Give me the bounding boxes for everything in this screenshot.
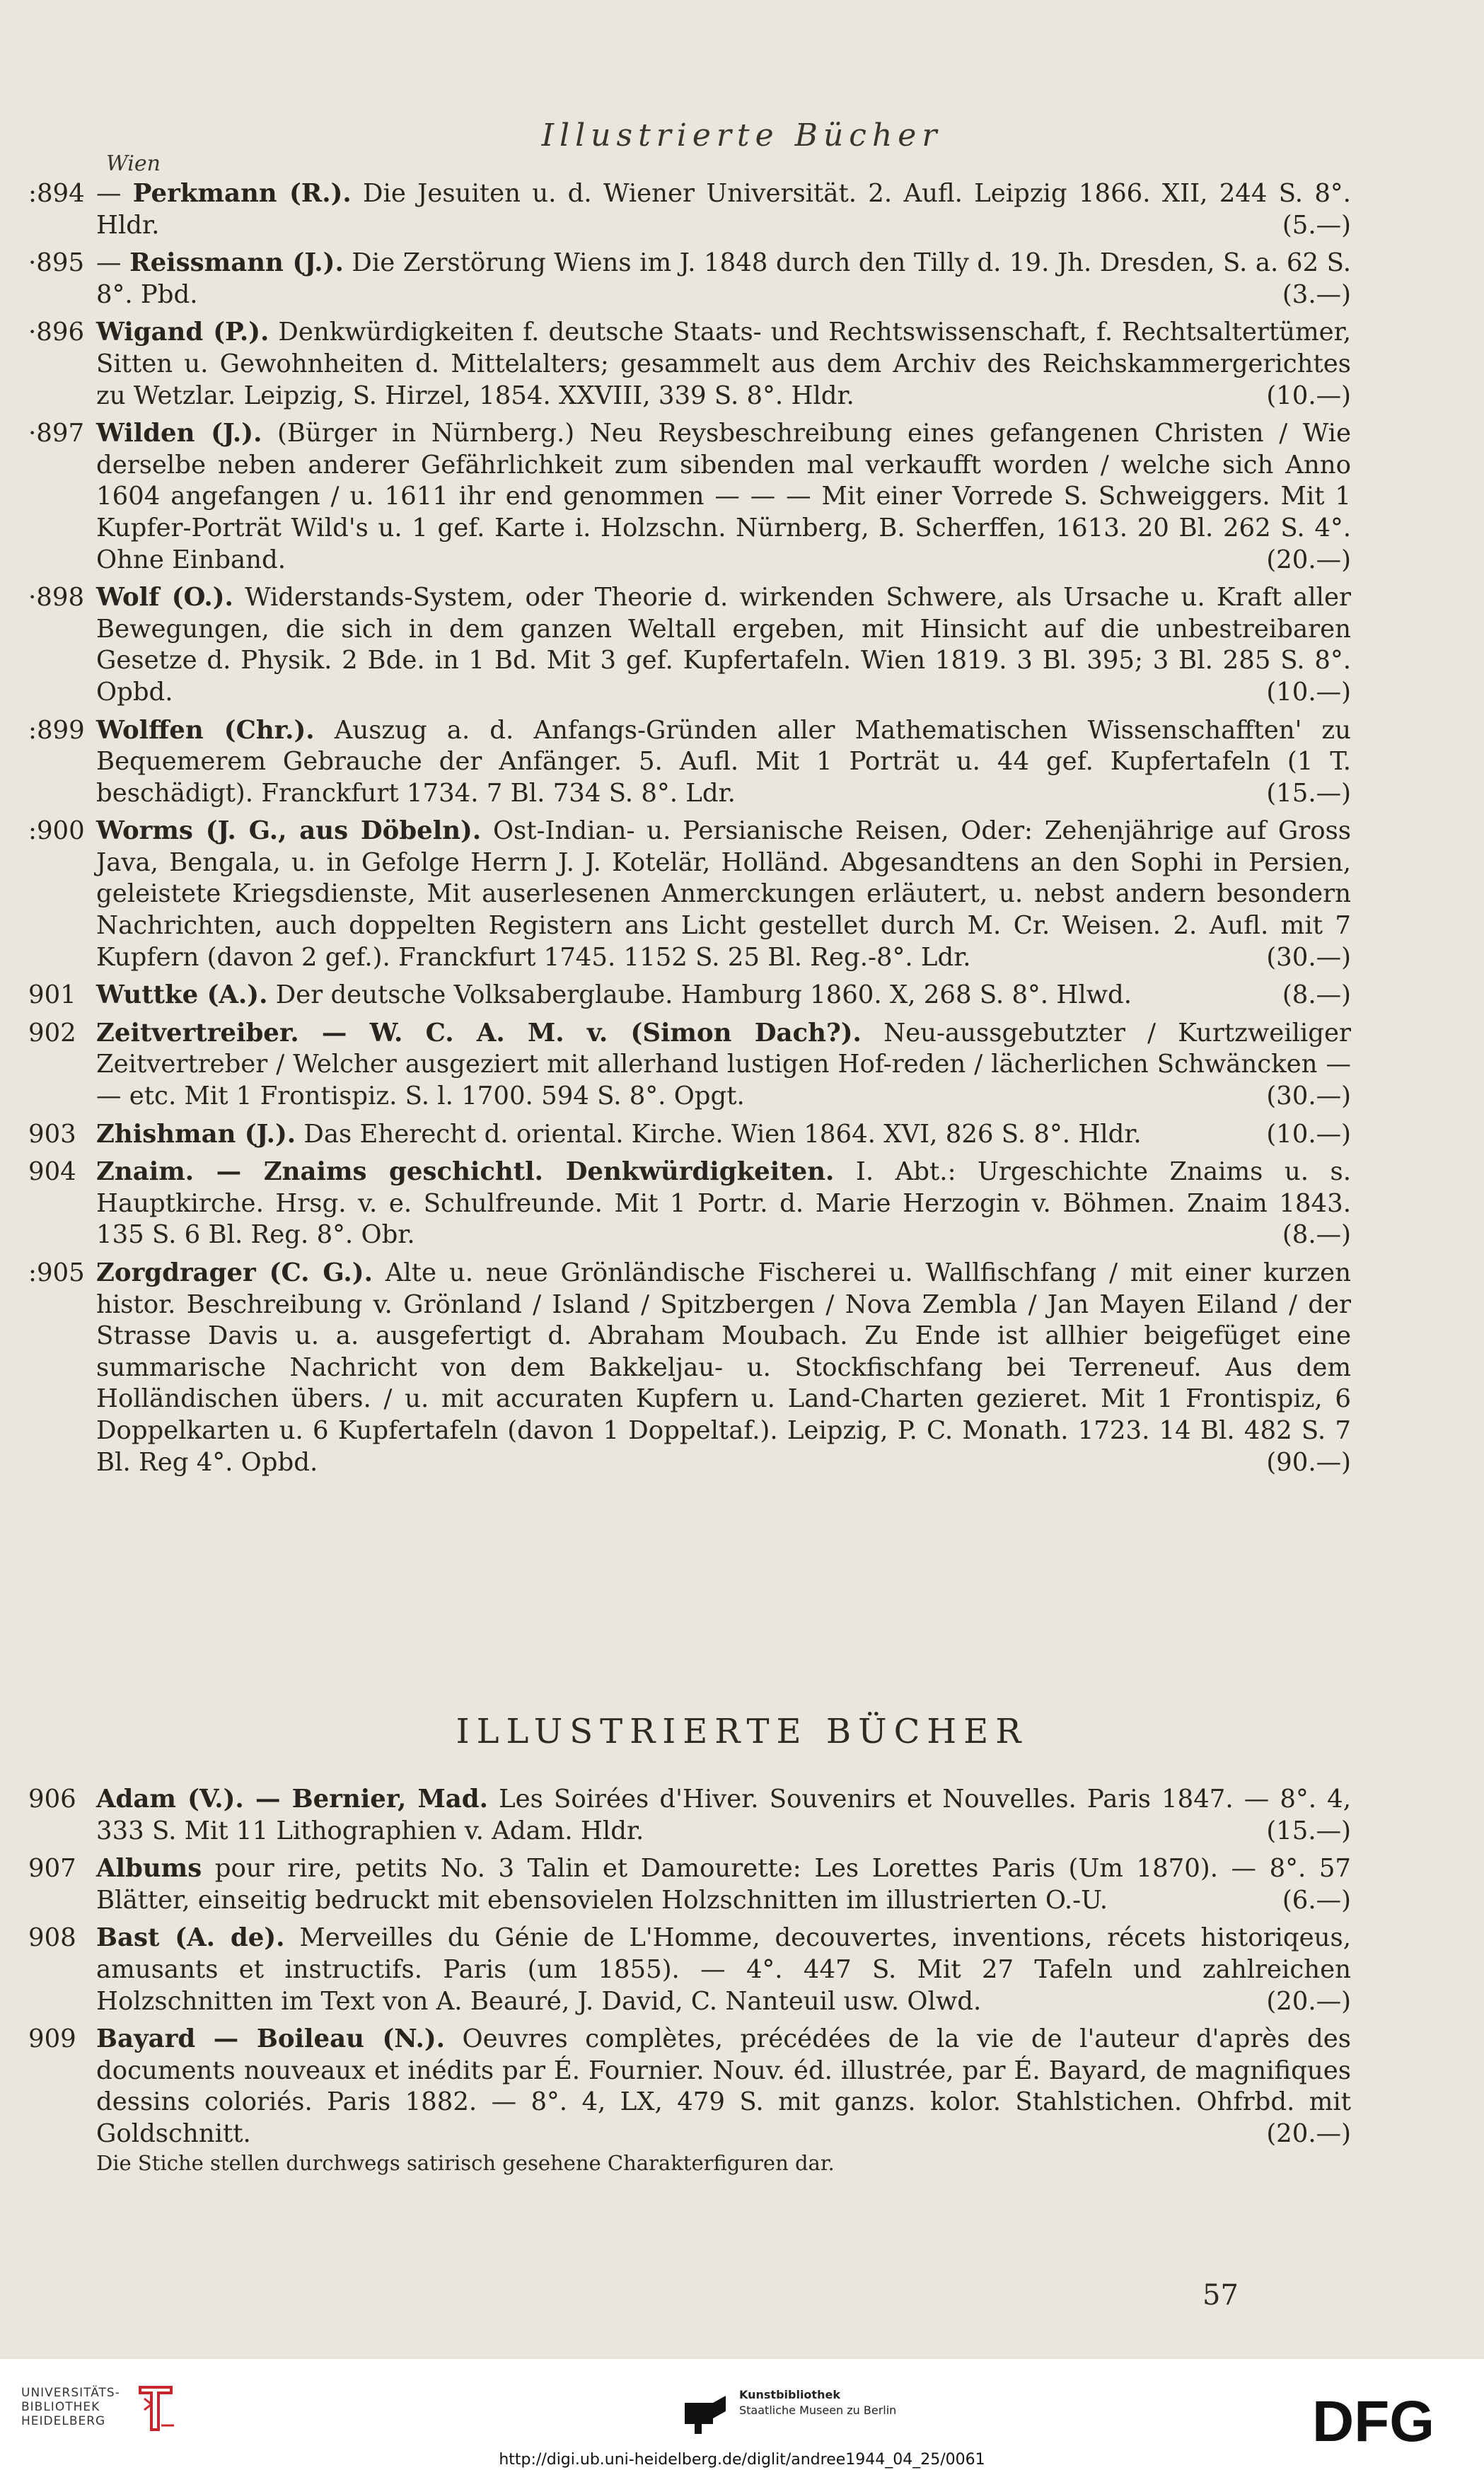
entry-number: 901 — [28, 980, 76, 1010]
catalog-entry — [28, 980, 1351, 1011]
heidelberg-logo-icon — [134, 2383, 177, 2434]
entry-price: (6.—) — [1282, 1885, 1351, 1915]
section-heading: ILLUSTRIERTE BÜCHER — [456, 1712, 1028, 1751]
entry-description: Worms (J. G., aus Döbeln). Ost-Indian- u. Persianische Reisen, Oder: Zehenjährige auf Gross Java, Bengala, u. in Gefolge Herrn J. J. Kotelär, Holländ. Abgesandtens an den Sophi in Persien, geleistete Kriegsdienste, Mit auserlesenen Anmerckungen erläutert, u. nebst andern besondern Nachrichten, auch doppelten Registern ans Licht gestellet durch M. Cr. Weisen. 2. Aufl. mit 7 Kupfern (davon 2 gef.). Franckfurt 1745. 1152 S. 25 Bl. Reg.-8°. Ldr. (30.—) — [96, 816, 1351, 973]
entry-description: Zorgdrager (C. G.). Alte u. neue Grönländische Fischerei u. Wallfischfang / mit einer kurzen histor. Beschreibung v. Grönland / Island / Spitzbergen / Nova Zembla / Jan Mayen Eiland / der Strasse Davis u. a. ausgefertigt d. Abraham Moubach. Zu Ende ist allhier beigefüget eine summarische Nachricht von dem Bakkeljau- u. Stockfischfang bei Terreneuf. Aus dem Holländischen übers. / u. mit accuraten Kupfern u. Land-Charten gezieret. Mit 1 Frontispiz, 6 Doppelkarten u. 6 Kupfertafeln (davon 1 Doppeltaf.). Leipzig, P. C. Monath. 1723. 14 Bl. 482 S. 7 Bl. Reg 4°. Opbd. (90.—) — [96, 1258, 1351, 1478]
catalog-entry — [28, 1923, 1351, 2017]
entry-number: 903 — [28, 1119, 76, 1149]
entry-number: 902 — [28, 1018, 76, 1048]
place-label: Wien — [106, 151, 161, 176]
entry-number: ·897 — [28, 419, 85, 448]
catalog-entry — [28, 317, 1351, 412]
catalog-entry — [28, 1119, 1351, 1151]
page-number: 57 — [1202, 2279, 1239, 2312]
entry-price: (3.—) — [1282, 279, 1351, 309]
entry-number: 908 — [28, 1923, 76, 1953]
catalog-entries-bottom — [28, 1784, 1351, 2176]
entry-price: (8.—) — [1282, 1220, 1351, 1250]
entry-description: Adam (V.). — Bernier, Mad. Les Soirées d'Hiver. Souvenirs et Nouvelles. Paris 1847. — 8°. 4, 333 S. Mit 11 Lithographien v. Adam. Hldr. (15.—) — [96, 1784, 1351, 1847]
entry-price: (20.—) — [1266, 2118, 1351, 2148]
catalog-entry — [28, 715, 1351, 810]
kunstbibliothek-label — [739, 2387, 896, 2418]
catalog-entry — [28, 1156, 1351, 1251]
entry-price: (15.—) — [1266, 778, 1351, 808]
entry-price: (10.—) — [1266, 677, 1351, 707]
catalog-entry — [28, 582, 1351, 708]
entry-description: Wigand (P.). Denkwürdigkeiten f. deutsche Staats- und Rechtswissenschaft, f. Rechtsaltertümer, Sitten u. Gewohnheiten d. Mittelalters; gesammelt aus dem Archiv des Reichskammergerichtes zu Wetzlar. Leipzig, S. Hirzel, 1854. XXVIII, 339 S. 8°. Hldr. (10.—) — [96, 317, 1351, 412]
entry-price: (20.—) — [1266, 545, 1351, 574]
entry-description: — Perkmann (R.). Die Jesuiten u. d. Wiener Universität. 2. Aufl. Leipzig 1866. XII, 244 S. 8°. Hldr. (5.—) — [96, 178, 1351, 241]
entry-price: (30.—) — [1266, 1082, 1351, 1111]
ub-line-3: HEIDELBERG — [21, 2414, 106, 2428]
entry-note: Die Stiche stellen durchwegs satirisch gesehene Charakterfiguren dar. — [96, 2150, 835, 2175]
catalog-entry — [28, 418, 1351, 576]
entry-number: 907 — [28, 1854, 76, 1884]
catalog-entry — [28, 816, 1351, 973]
entry-number: ·896 — [28, 318, 85, 347]
catalog-entry — [28, 1018, 1351, 1113]
entry-number: 904 — [28, 1157, 76, 1187]
entry-description: Albums pour rire, petits No. 3 Talin et Damourette: Les Lorettes Paris (Um 1870). — 8°. 57 Blätter, einseitig bedruckt mit ebensovielen Holzschnitten im illustrierten O.-U. (6.—) — [96, 1853, 1351, 1916]
catalog-entry — [28, 2024, 1351, 2175]
kunstbibliothek-logo-icon — [679, 2387, 729, 2437]
entry-description: Znaim. — Znaims geschichtl. Denkwürdigkeiten. I. Abt.: Urgeschichte Znaims u. s. Hauptkirche. Hrsg. v. e. Schulfreunde. Mit 1 Portr. d. Marie Herzogin v. Böhmen. Znaim 1843. 135 S. 6 Bl. Reg. 8°. Obr. (8.—) — [96, 1156, 1351, 1251]
entry-price: (10.—) — [1266, 1119, 1351, 1149]
catalog-entry — [28, 1784, 1351, 1847]
entry-description: Zhishman (J.). Das Eherecht d. oriental. Kirche. Wien 1864. XVI, 826 S. 8°. Hldr. (10.—) — [96, 1119, 1351, 1151]
ub-line-2: BIBLIOTHEK — [21, 2400, 100, 2414]
kb-subtitle: Staatliche Museen zu Berlin — [739, 2404, 897, 2417]
entry-number: :899 — [28, 715, 85, 745]
dfg-logo-icon — [1312, 2393, 1468, 2449]
entry-description: — Reissmann (J.). Die Zerstörung Wiens im J. 1848 durch den Tilly d. 19. Jh. Dresden, S. a. 62 S. 8°. Pbd. (3.—) — [96, 248, 1351, 311]
entry-number: ·895 — [28, 248, 85, 278]
catalog-entry — [28, 248, 1351, 311]
entry-number: :894 — [28, 179, 85, 208]
entry-description: Zeitvertreiber. — W. C. A. M. v. (Simon Dach?). Neu-aussgebutzter / Kurtzweiliger Zeitvertreber / Welcher ausgeziert mit allerhand lustigen Hof-reden / lächerlichen Schwäncken — — etc. Mit 1 Frontispiz. S. l. 1700. 594 S. 8°. Opgt. (30.—) — [96, 1018, 1351, 1113]
running-title: Illustrierte Bücher — [541, 117, 943, 153]
catalog-entry — [28, 1258, 1351, 1478]
entry-price: (30.—) — [1266, 942, 1351, 972]
ub-line-1: UNIVERSITÄTS- — [21, 2386, 120, 2400]
entry-description: Bayard — Boileau (N.). Oeuvres complètes, précédées de la vie de l'auteur d'après des documents nouveaux et inédits par É. Fournier. Nouv. éd. illustrée, par É. Bayard, de magnifiques dessins coloriés. Paris 1882. — 8°. 4, LX, 479 S. mit ganzs. kolor. Stahlstichen. Ohfrbd. mit Goldschnitt. (20.—) — [96, 2024, 1351, 2150]
entry-price: (15.—) — [1266, 1816, 1351, 1845]
catalog-entry — [28, 1853, 1351, 1916]
entry-price: (20.—) — [1266, 1986, 1351, 2016]
entry-description: Wolffen (Chr.). Auszug a. d. Anfangs-Gründen aller Mathematischen Wissenschafften' zu Bequemerem Gebrauche der Anfänger. 5. Aufl. Mit 1 Porträt u. 44 gef. Kupfertafeln (1 T. beschädigt). Franckfurt 1734. 7 Bl. 734 S. 8°. Ldr. (15.—) — [96, 715, 1351, 810]
digitization-footer — [0, 2359, 1484, 2470]
entry-description: Wuttke (A.). Der deutsche Volksaberglaube. Hamburg 1860. X, 268 S. 8°. Hlwd. (8.—) — [96, 980, 1351, 1011]
entry-number: :900 — [28, 816, 85, 846]
source-url[interactable]: http://digi.ub.uni-heidelberg.de/diglit/andree1944_04_25/0061 — [499, 2451, 985, 2469]
entry-description: Wolf (O.). Widerstands-System, oder Theorie d. wirkenden Schwere, als Ursache u. Kraft aller Bewegungen, die sich in dem ganzen Weltall ergeben, mit Hinsicht auf die unbestreibaren Gesetze d. Physik. 2 Bde. in 1 Bd. Mit 3 gef. Kupfertafeln. Wien 1819. 3 Bl. 395; 3 Bl. 285 S. 8°. Opbd. (10.—) — [96, 582, 1351, 708]
catalog-entry — [28, 178, 1351, 241]
entry-price: (90.—) — [1266, 1447, 1351, 1477]
kb-name: Kunstbibliothek — [739, 2388, 840, 2401]
entry-number: 909 — [28, 2024, 76, 2054]
catalog-entries-top — [28, 178, 1351, 1478]
entry-number: 906 — [28, 1785, 76, 1814]
entry-number: :905 — [28, 1258, 85, 1287]
entry-price: (8.—) — [1282, 980, 1351, 1010]
entry-description: Bast (A. de). Merveilles du Génie de L'Homme, decouvertes, inventions, récets historiqeus, amusants et instructifs. Paris (um 1855). — 4°. 447 S. Mit 27 Tafeln und zahlreichen Holzschnitten im Text von A. Beauré, J. David, C. Nanteuil usw. Olwd. (20.—) — [96, 1923, 1351, 2017]
entry-price: (10.—) — [1266, 381, 1351, 410]
entry-number: ·898 — [28, 583, 85, 613]
entry-description: Wilden (J.). (Bürger in Nürnberg.) Neu Reysbeschreibung eines gefangenen Christen / Wie derselbe neben anderer Gefährlichkeit zum sibenden mal verkaufft worden / welche sich Anno 1604 angefangen / u. 1611 ihr end genommen — — — Mit einer Vorrede S. Schweiggers. Mit 1 Kupfer-Porträt Wild's u. 1 gef. Karte i. Holzschn. Nürnberg, B. Scherffen, 1613. 20 Bl. 262 S. 4°. Ohne Einband. (20.—) — [96, 418, 1351, 576]
dfg-text: DFG — [1312, 2393, 1435, 2449]
entry-price: (5.—) — [1282, 210, 1351, 240]
